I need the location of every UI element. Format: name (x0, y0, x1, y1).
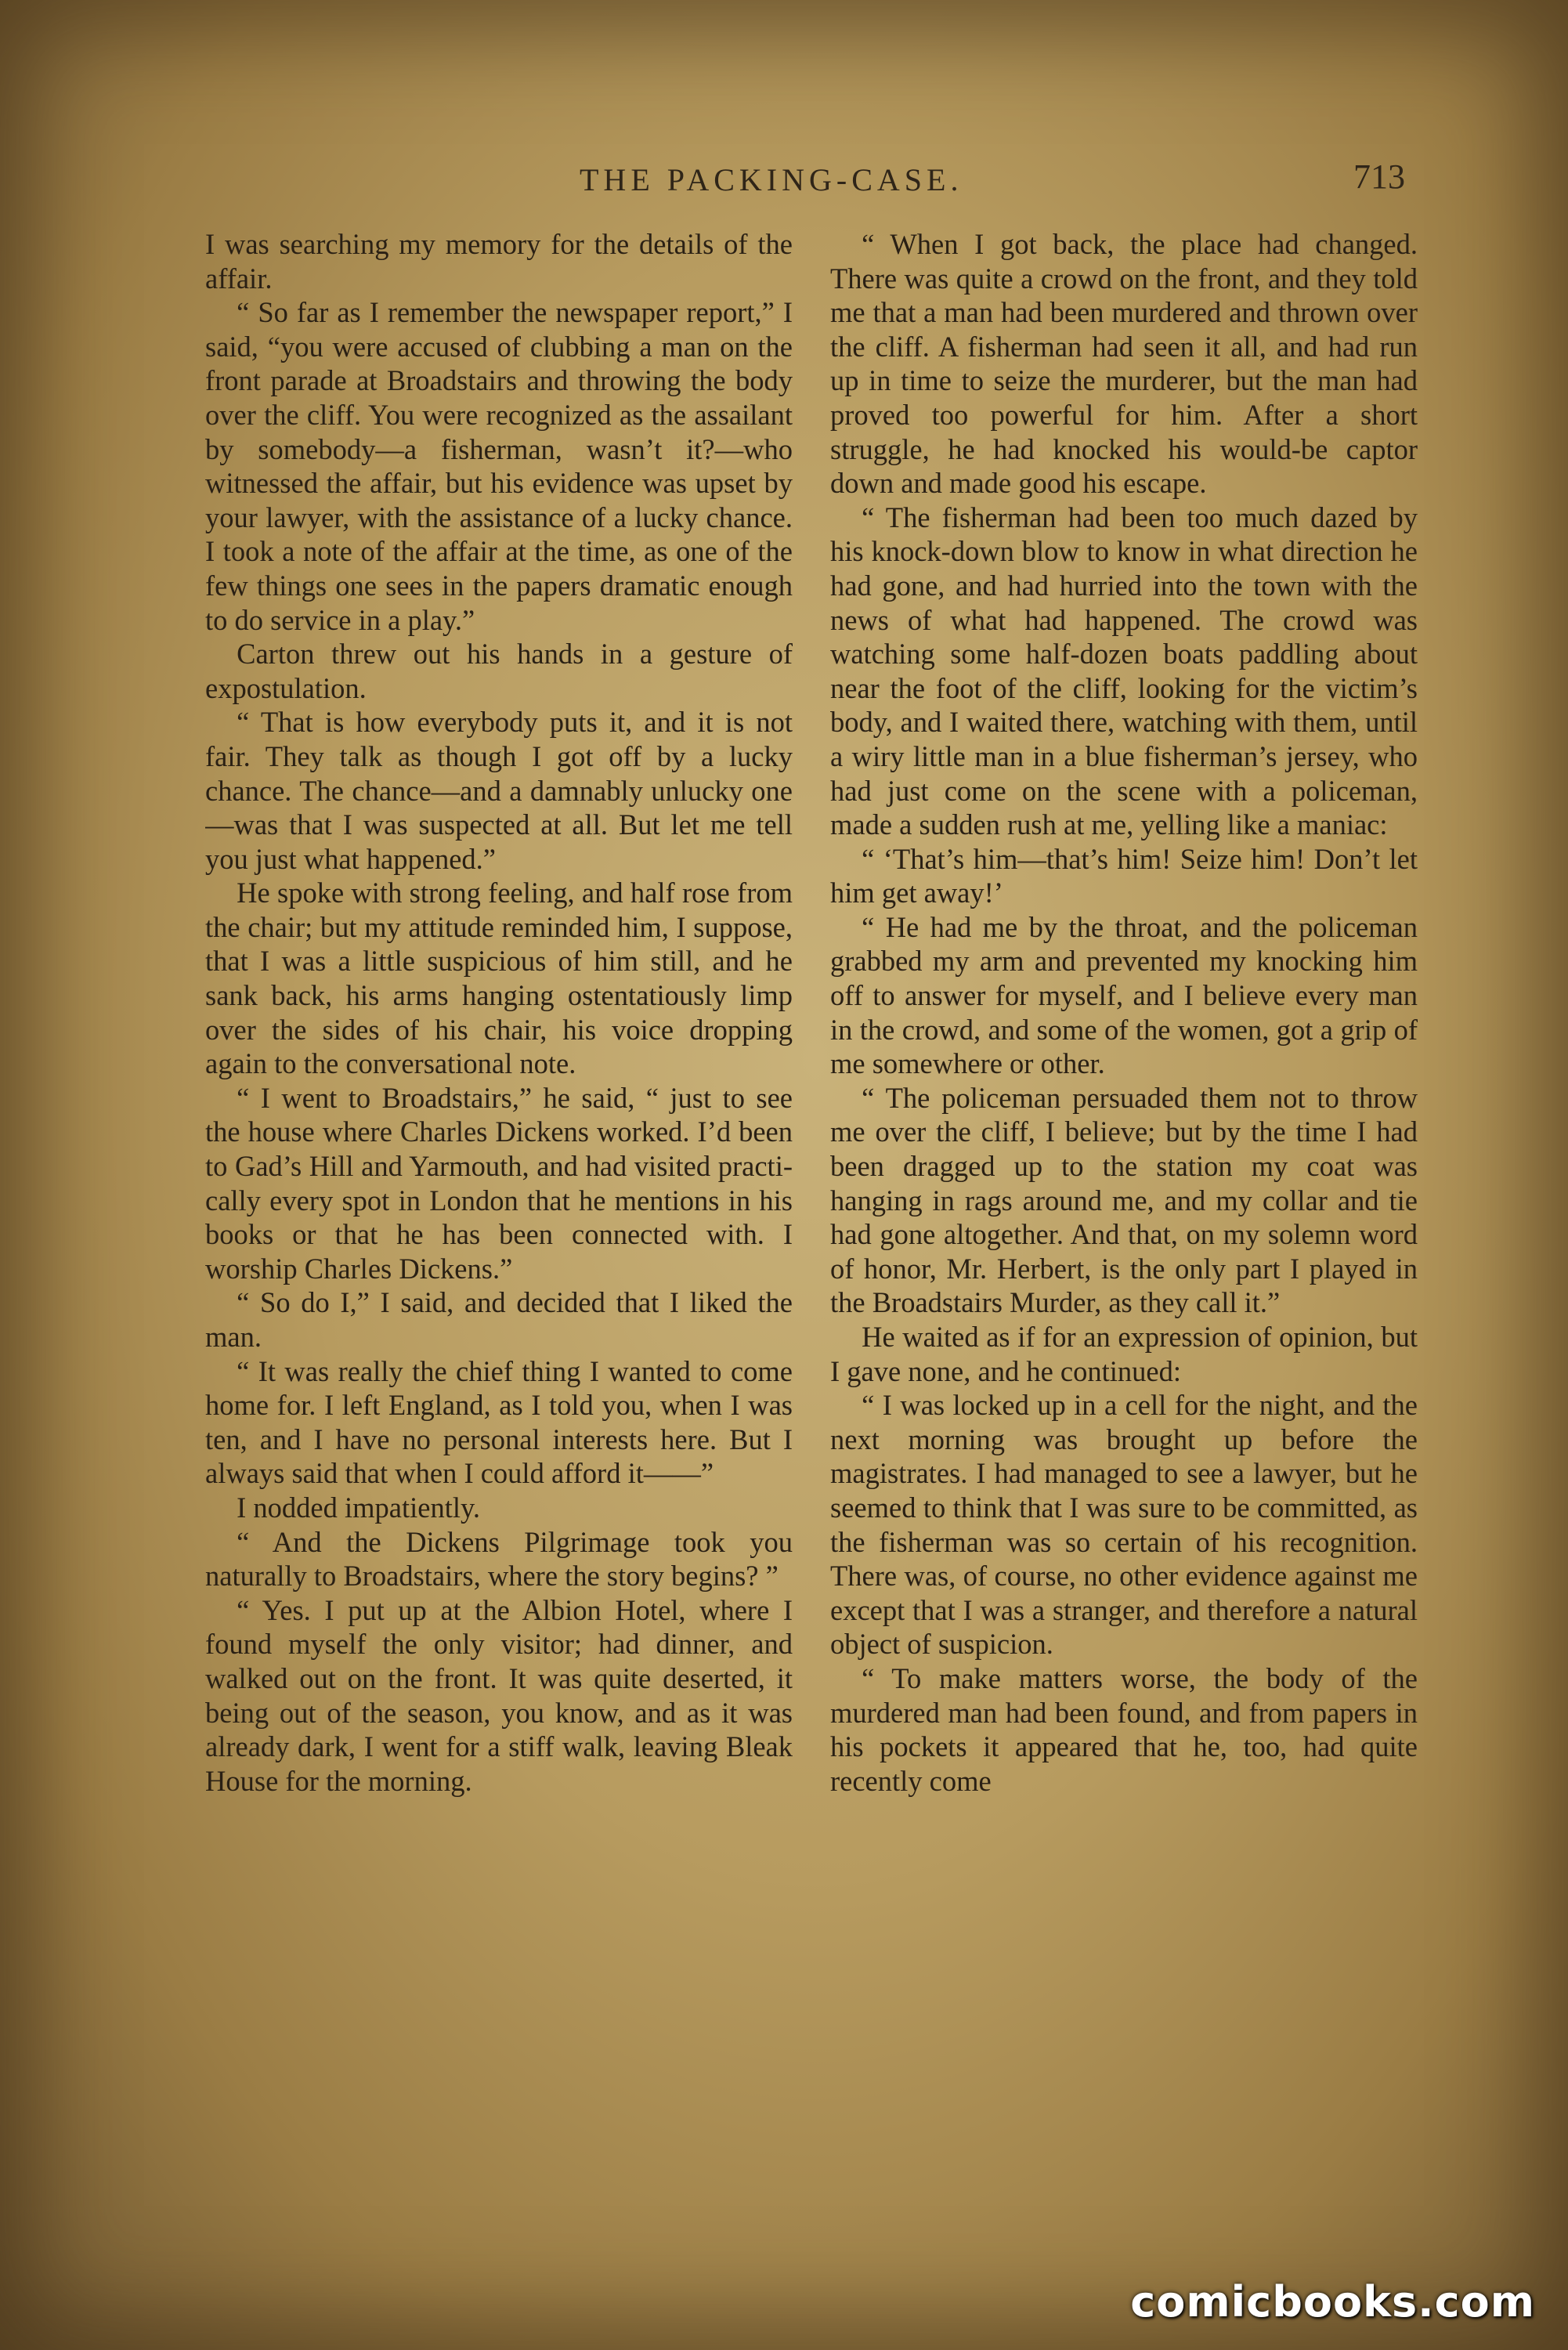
paragraph: He spoke with strong feeling, and half rose from the chair; but my attitude reminded him, I suppose, that I was a little suspicious of him still, and he sank back, his arms hanging ostentatiously limp over the sides of his chair, his voice dropping again to the conversational note. (205, 877, 793, 1080)
paragraph: Carton threw out his hands in a gesture of expostulation. (205, 638, 793, 704)
paragraph: “ And the Dickens Pilgrimage took you naturally to Broadstairs, where the story begins? ” (205, 1525, 793, 1593)
paragraph: “ When I got back, the place had changed. There was quite a crowd on the front, and they told me that a man had been murdered and thrown over the cliff. A fisherman had seen it all, and had run up in time to seize the murderer, but the man had proved too powerful for him. After a short struggle, he had knocked his would-be captor down and made good his escape. (830, 228, 1418, 500)
paragraph: “ I was locked up in a cell for the night, and the next morning was brought up before the magistrates. I had managed to see a lawyer, but he seemed to think that I was sure to be committed, as the fisherman was so certain of his recognition. There was, of course, no other evidence against me except that I was a stranger, and therefore a natural object of suspicion. (830, 1389, 1418, 1661)
paragraph: “ To make matters worse, the body of the murdered man had been found, and from papers in his pockets it appeared that he, too, had quite recently come (830, 1661, 1418, 1797)
page-number: 713 (1353, 157, 1405, 196)
paragraph: “ It was really the chief thing I wanted to come home for. I left England, as I told you, when I was ten, and I have no personal interests here. But I always said that when I could afford it——” (205, 1354, 793, 1490)
right-text-column (830, 227, 1418, 2186)
paragraph: He waited as if for an expression of opinion, but I gave none, and he continued: (830, 1321, 1418, 1387)
paragraph: “ I went to Broadstairs,” he said, “ just to see the house where Charles Dickens worked. I’d been to Gad’s Hill and Yarmouth, and had visited practically every spot in London that he mentions in his books or that he has been connected with. I worship Charles Dickens.” (205, 1081, 793, 1285)
site-watermark: comicbooks.com (1130, 2277, 1535, 2326)
paragraph: I was searching my memory for the details of the affair. (205, 228, 793, 295)
paragraph: I nodded impatiently. (237, 1491, 480, 1524)
paragraph: “ ‘That’s him—that’s him! Seize him! Don’t let him get away!’ (830, 842, 1418, 909)
paragraph: “ The fisherman had been too much dazed by his knock-down blow to know in what direction he had gone, and had hurried into the town with the news of what had happened. The crowd was watching some half-dozen boats paddling about near the foot of the cliff, looking for the victim’s body, and I waited there, watching with them, until a wiry little man in a blue fisherman’s jersey, who had just come on the scene with a policeman, made a sudden rush at me, yelling like a maniac: (830, 501, 1418, 841)
running-title: THE PACKING-CASE. (580, 162, 963, 197)
paragraph: “ Yes. I put up at the Albion Hotel, where I found myself the only visitor; had dinner, and walked out on the front. It was quite deserted, it being out of the season, you know, and as it was already dark, I went for a stiff walk, leaving Bleak House for the morning. (205, 1593, 793, 1797)
paragraph: “ So far as I remember the newspaper report,” I said, “you were accused of clubbing a man on the front parade at Broadstairs and throwing the body over the cliff. You were recognized as the assailant by somebody—a fisherman, wasn’t it?—who witnessed the affair, but his evidence was upset by your lawyer, with the assistance of a lucky chance. I took a note of the affair at the time, as one of the few things one sees in the papers dramatic enough to do service in a play.” (205, 296, 793, 636)
paragraph: “ So do I,” I said, and decided that I liked the man. (205, 1286, 793, 1353)
paragraph: “ The policeman persuaded them not to throw me over the cliff, I believe; but by the time I had been dragged up to the station my coat was hanging in rags around me, and my collar and tie had gone altogether. And that, on my solemn word of honor, Mr. Herbert, is the only part I played in the Broadstairs Murder, as they call it.” (830, 1081, 1418, 1319)
paragraph: “ He had me by the throat, and the policeman grabbed my arm and prevented my knocking him off to answer for myself, and I believe every man in the crowd, and some of the women, got a grip of me somewhere or other. (830, 910, 1418, 1080)
paragraph: “ That is how everybody puts it, and it is not fair. They talk as though I got off by a lucky chance. The chance—and a damnably unlucky one—was that I was suspected at all. But let me tell you just what happened.” (205, 706, 793, 875)
left-text-column (205, 227, 793, 2186)
